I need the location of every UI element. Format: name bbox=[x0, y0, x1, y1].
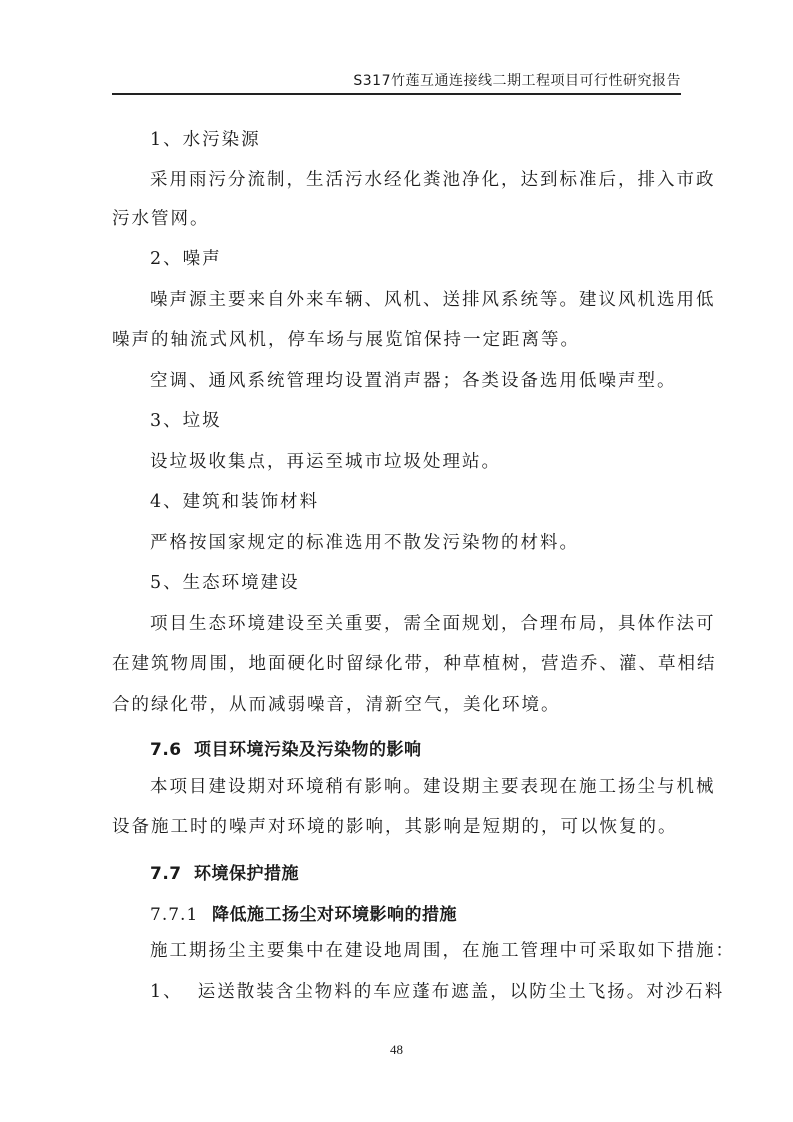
section-heading-7-7 bbox=[112, 859, 681, 884]
paragraph-line: 施工期扬尘主要集中在建设地周围，在施工管理中可采取如下措施： bbox=[150, 941, 735, 961]
section-title: 项目环境污染及污染物的影响 bbox=[194, 740, 422, 760]
paragraph-line: 噪声的轴流式风机，停车场与展览馆保持一定距离等。 bbox=[112, 330, 580, 350]
header-rule bbox=[112, 93, 681, 95]
heading-garbage: 3、垃圾 bbox=[150, 411, 222, 431]
paragraph-line: 污水管网。 bbox=[112, 209, 210, 229]
paragraph-line: 采用雨污分流制，生活污水经化粪池净化，达到标准后，排入市政 bbox=[150, 170, 716, 190]
paragraph-line: 噪声源主要来自外来车辆、风机、送排风系统等。建议风机选用低 bbox=[150, 290, 716, 310]
paragraph-line: 设垃圾收集点，再运至城市垃圾处理站。 bbox=[150, 452, 501, 472]
heading-noise: 2、噪声 bbox=[150, 249, 222, 269]
paragraph-line: 项目生态环境建设至关重要，需全面规划，合理布局，具体作法可 bbox=[150, 614, 716, 634]
paragraph-line: 空调、通风系统管理均设置消声器；各类设备选用低噪声型。 bbox=[150, 371, 677, 391]
list-item: 1、 运送散装含尘物料的车应蓬布遮盖，以防尘土飞扬。对沙石料 bbox=[150, 982, 725, 1002]
section-number: 7.7.1 bbox=[150, 905, 199, 925]
paragraph-line: 在建筑物周围，地面硬化时留绿化带，种草植树，营造乔、灌、草相结 bbox=[112, 654, 717, 674]
paragraph-line: 本项目建设期对环境稍有影响。建设期主要表现在施工扬尘与机械 bbox=[150, 777, 716, 797]
section-number: 7.6 bbox=[150, 740, 182, 760]
paragraph-line: 严格按国家规定的标准选用不散发污染物的材料。 bbox=[150, 533, 579, 553]
heading-ecology: 5、生态环境建设 bbox=[150, 573, 300, 593]
section-heading-7-6 bbox=[112, 735, 681, 760]
heading-materials: 4、建筑和装饰材料 bbox=[150, 492, 320, 512]
section-title: 降低施工扬尘对环境影响的措施 bbox=[212, 905, 457, 925]
heading-water-pollution: 1、水污染源 bbox=[150, 130, 261, 150]
running-header: S317竹莲互通连接线二期工程项目可行性研究报告 bbox=[353, 73, 681, 89]
paragraph-line: 设备施工时的噪声对环境的影响，其影响是短期的，可以恢复的。 bbox=[112, 817, 678, 837]
page-number: 48 bbox=[390, 1042, 403, 1057]
paragraph-line: 合的绿化带，从而减弱噪音，清新空气，美化环境。 bbox=[112, 695, 561, 715]
section-number: 7.7 bbox=[150, 864, 182, 884]
section-heading-7-7-1 bbox=[112, 900, 681, 925]
section-title: 环境保护措施 bbox=[194, 864, 299, 884]
